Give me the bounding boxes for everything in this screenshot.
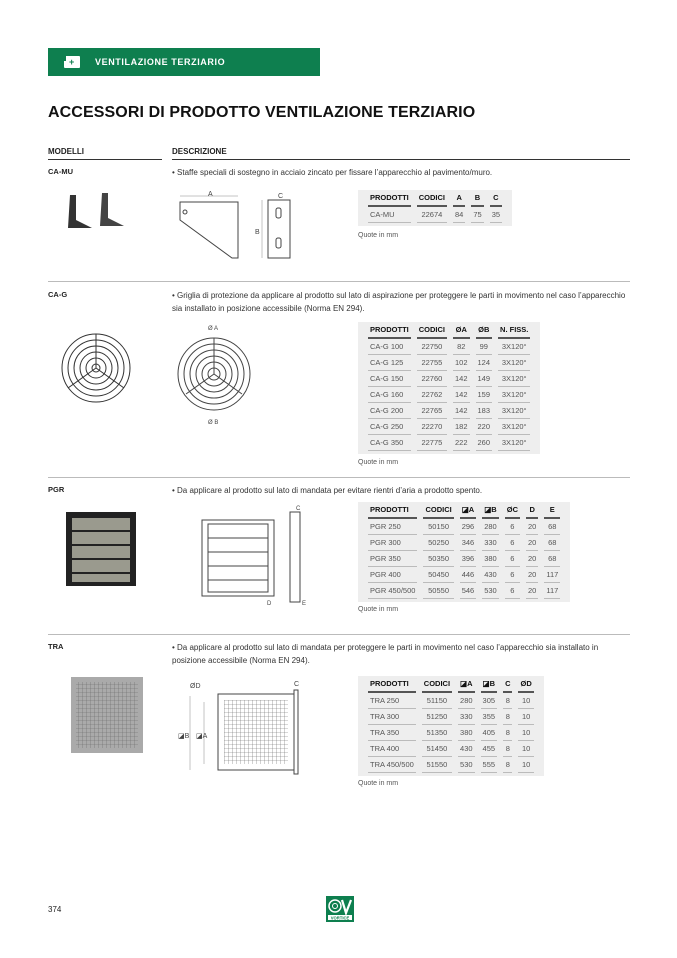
table-cell: 22674 [417,207,447,223]
table-cell: 3X120° [498,435,530,451]
dimension-label: ØD [190,683,201,690]
table-cell: 117 [544,567,560,583]
column-header: A [453,190,465,207]
divider [48,159,162,160]
table-cell: 546 [460,583,477,599]
table-cell: 8 [503,693,512,709]
model-name: PGR [48,485,65,494]
dimension-label: C [296,506,301,512]
divider [48,634,630,635]
ca-mu-spec-table [358,190,512,226]
dimension-label: C [278,193,284,200]
table-cell: 50250 [423,535,453,551]
table-cell: CA-G 150 [368,371,411,387]
dimension-label: ◪B [178,733,190,740]
tra-spec-table [358,676,544,776]
table-cell: 3X120° [498,403,530,419]
dimension-label: D [267,601,272,607]
table-cell: 20 [526,567,538,583]
table-cell: 8 [503,709,512,725]
table-cell: 280 [458,693,475,709]
table-header-row [368,676,534,693]
table-cell: 51450 [422,741,452,757]
table-cell: TRA 250 [368,693,416,709]
table-cell: 82 [453,339,470,355]
column-header: PRODOTTI [368,322,411,339]
table-cell: 20 [526,551,538,567]
table-row [368,693,534,709]
table-cell: 99 [476,339,493,355]
pgr-spec-table [358,502,570,602]
dimension-label: A [208,191,213,198]
dimension-label: Ø A [208,326,219,332]
table-row [368,387,530,403]
table-cell: 20 [526,583,538,599]
ca-g-product-image [58,330,134,406]
table-cell: 305 [481,693,498,709]
dimension-label: C [294,681,300,688]
table-cell: 446 [460,567,477,583]
table-row [368,419,530,435]
table-cell: 142 [453,387,470,403]
column-header: CODICI [417,190,447,207]
dimension-label: Ø B [208,420,219,426]
table-cell: CA-G 100 [368,339,411,355]
column-header: N. FISS. [498,322,530,339]
divider [172,159,630,160]
section-banner [48,48,320,76]
table-row [368,725,534,741]
table-cell: 280 [482,519,499,535]
table-cell: 405 [481,725,498,741]
table-cell: PGR 400 [368,567,417,583]
divider [48,281,630,282]
table-cell: CA-G 250 [368,419,411,435]
column-header: ◪B [481,676,498,693]
table-cell: 51350 [422,725,452,741]
table-cell: TRA 400 [368,741,416,757]
table-cell: 20 [526,535,538,551]
table-cell: CA-G 125 [368,355,411,371]
table-cell: 6 [505,583,520,599]
table-cell: 330 [458,709,475,725]
svg-text:VORTICE: VORTICE [330,915,350,921]
model-description: • Griglia di protezione da applicare al prodotto sul lato di aspirazione per proteggere le parti in movimento nel caso l’apparecchio sia installato in posizione accessibile (Norma EN 294). [172,291,626,313]
table-cell: TRA 350 [368,725,416,741]
table-row [368,551,560,567]
units-note: Quote in mm [358,459,399,466]
table-cell: 68 [544,551,560,567]
table-cell: CA-MU [368,207,411,223]
tra-technical-drawing [172,676,312,776]
table-cell: 3X120° [498,339,530,355]
table-row [368,741,534,757]
table-cell: PGR 250 [368,519,417,535]
column-header: C [503,676,512,693]
table-cell: 430 [482,567,499,583]
table-cell: 22762 [417,387,447,403]
page-title: ACCESSORI DI PRODOTTO VENTILAZIONE TERZIARIO [48,104,476,121]
table-header-row [368,190,502,207]
table-cell: CA-G 350 [368,435,411,451]
pgr-technical-drawing [172,502,322,607]
banner-title: VENTILAZIONE TERZIARIO [95,57,226,67]
plus-box-icon: + [64,56,80,68]
table-cell: PGR 450/500 [368,583,417,599]
column-header: ◪B [482,502,499,519]
table-cell: 3X120° [498,387,530,403]
table-cell: 22750 [417,339,447,355]
table-cell: 22755 [417,355,447,371]
table-header-row [368,502,560,519]
table-cell: 51150 [422,693,452,709]
table-cell: 183 [476,403,493,419]
column-header: B [471,190,483,207]
table-row [368,355,530,371]
table-cell: 6 [505,567,520,583]
table-row [368,757,534,773]
table-cell: 117 [544,583,560,599]
table-row [368,709,534,725]
table-cell: 430 [458,741,475,757]
units-note: Quote in mm [358,232,399,239]
units-note: Quote in mm [358,606,399,613]
table-cell: CA-G 200 [368,403,411,419]
table-row [368,519,560,535]
dimension-label: E [302,601,307,607]
table-cell: 51250 [422,709,452,725]
table-header-row [368,322,530,339]
table-row [368,583,560,599]
table-row [368,371,530,387]
column-header: CODICI [423,502,453,519]
table-cell: 8 [503,725,512,741]
table-cell: 220 [476,419,493,435]
table-cell: 10 [518,709,533,725]
table-cell: 455 [481,741,498,757]
column-header-description: DESCRIZIONE [172,147,227,156]
units-note: Quote in mm [358,780,399,787]
table-cell: 10 [518,725,533,741]
table-cell: 149 [476,371,493,387]
dimension-label: B [255,229,260,236]
table-cell: 6 [505,535,520,551]
pgr-product-image [64,510,140,590]
column-header: PRODOTTI [368,676,416,693]
model-description: • Da applicare al prodotto sul lato di mandata per evitare rientri d’aria a prodotto spento. [172,486,483,495]
column-header: D [526,502,538,519]
model-name: CA-MU [48,167,73,176]
column-header: ØB [476,322,493,339]
table-cell: 68 [544,535,560,551]
table-cell: 50450 [423,567,453,583]
table-cell: 22765 [417,403,447,419]
table-cell: 50150 [423,519,453,535]
table-row [368,207,502,223]
table-cell: 330 [482,535,499,551]
table-row [368,567,560,583]
table-cell: 8 [503,741,512,757]
table-cell: 530 [482,583,499,599]
dimension-label: ◪A [196,733,208,740]
column-header: CODICI [417,322,447,339]
column-header: CODICI [422,676,452,693]
ca-g-technical-drawing [172,322,262,427]
page-number: 374 [48,905,62,914]
table-cell: 51550 [422,757,452,773]
table-cell: CA-G 160 [368,387,411,403]
ca-mu-technical-drawing [170,190,300,260]
table-cell: 355 [481,709,498,725]
column-header: C [490,190,502,207]
model-name: TRA [48,642,64,651]
table-cell: 10 [518,741,533,757]
model-description: • Da applicare al prodotto sul lato di mandata per proteggere le parti in movimento nel caso l’apparecchio sia installato in posizione accessibile (Norma EN 294). [172,643,599,665]
table-cell: 380 [458,725,475,741]
table-cell: 3X120° [498,371,530,387]
table-cell: 159 [476,387,493,403]
table-cell: 10 [518,757,533,773]
table-cell: 3X120° [498,419,530,435]
table-cell: 142 [453,403,470,419]
table-cell: 75 [471,207,483,223]
table-cell: 346 [460,535,477,551]
model-name: CA-G [48,290,68,299]
table-cell: 296 [460,519,477,535]
table-cell: 260 [476,435,493,451]
table-cell: 102 [453,355,470,371]
table-cell: 50350 [423,551,453,567]
column-header: ØD [518,676,533,693]
table-row [368,403,530,419]
column-header: ØC [505,502,520,519]
table-cell: 380 [482,551,499,567]
table-row [368,339,530,355]
table-row [368,435,530,451]
table-cell: 142 [453,371,470,387]
table-cell: PGR 350 [368,551,417,567]
table-row [368,535,560,551]
column-header: E [544,502,560,519]
tra-product-image [70,676,146,756]
divider [48,477,630,478]
table-cell: 20 [526,519,538,535]
table-cell: 124 [476,355,493,371]
table-cell: 10 [518,693,533,709]
table-cell: 530 [458,757,475,773]
ca-g-spec-table [358,322,540,454]
model-description: • Staffe speciali di sostegno in acciaio zincato per fissare l’apparecchio al pavimento/muro. [172,168,493,177]
ca-mu-product-image [62,190,142,235]
table-cell: 555 [481,757,498,773]
table-cell: PGR 300 [368,535,417,551]
table-cell: 50550 [423,583,453,599]
table-cell: 396 [460,551,477,567]
column-header: PRODOTTI [368,190,411,207]
table-cell: 6 [505,519,520,535]
table-cell: 8 [503,757,512,773]
table-cell: 182 [453,419,470,435]
table-cell: 35 [490,207,502,223]
table-cell: 22270 [417,419,447,435]
table-cell: 222 [453,435,470,451]
table-cell: 22760 [417,371,447,387]
column-header: ◪A [460,502,477,519]
vortice-logo [326,896,354,922]
column-header: ◪A [458,676,475,693]
table-cell: TRA 300 [368,709,416,725]
table-cell: TRA 450/500 [368,757,416,773]
table-cell: 84 [453,207,465,223]
column-header-models: MODELLI [48,147,84,156]
table-cell: 3X120° [498,355,530,371]
column-header: ØA [453,322,470,339]
column-header: PRODOTTI [368,502,417,519]
table-cell: 68 [544,519,560,535]
table-cell: 22775 [417,435,447,451]
table-cell: 6 [505,551,520,567]
